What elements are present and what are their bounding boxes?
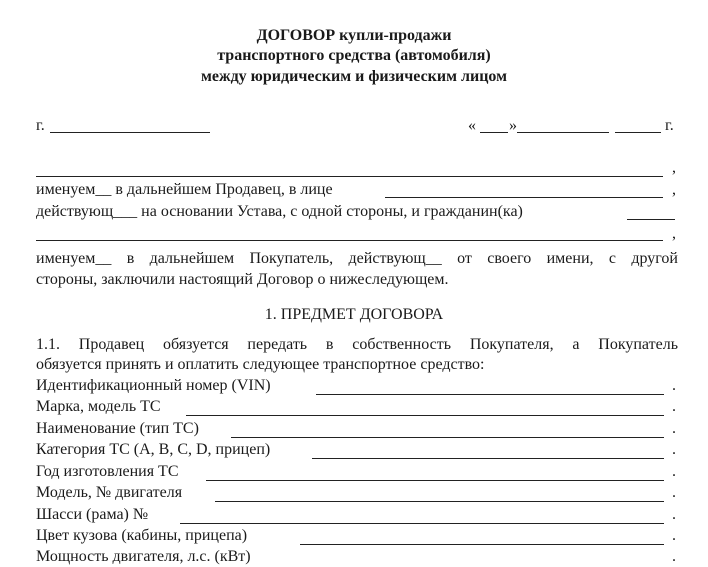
seller-line-text: именуем__ в дальнейшем Продавец, в лице xyxy=(36,181,333,198)
vehicle-type-period: . xyxy=(672,420,676,437)
engine-power-period: . xyxy=(672,548,676,565)
chassis-blank xyxy=(180,523,664,524)
category-label: Категория ТС (А, В, С, D, прицеп) xyxy=(36,441,271,458)
vehicle-type-blank xyxy=(231,437,664,438)
clause-1-1-line-1: 1.1. Продавец обязуется передать в собственность Покупателя, а Покупатель xyxy=(36,336,678,353)
make-model-period: . xyxy=(672,398,676,415)
date-open-quote: « xyxy=(468,117,476,134)
comma-2: , xyxy=(672,181,676,198)
manufacture-year-period: . xyxy=(672,463,676,480)
section-1-heading: 1. ПРЕДМЕТ ДОГОВОРА xyxy=(264,306,444,323)
document-title-line-3: между юридическим и физическим лицом xyxy=(200,68,508,85)
vehicle-type-label: Наименование (тип ТС) xyxy=(36,420,199,437)
year-suffix: г. xyxy=(665,117,674,134)
date-month-blank xyxy=(517,132,609,133)
seller-representative-blank xyxy=(385,197,663,198)
buyer-line-1: именуем__ в дальнейшем Покупатель, действующ__ от своего имени, с другой xyxy=(36,250,678,267)
clause-1-1-line-2: обязуется принять и оплатить следующее транспортное средство: xyxy=(36,356,485,373)
buyer-line-2: стороны, заключили настоящий Договор о нижеследующем. xyxy=(36,271,449,288)
chassis-label: Шасси (рама) № xyxy=(36,506,149,523)
date-day-blank xyxy=(480,132,508,133)
vin-label: Идентификационный номер (VIN) xyxy=(36,377,271,394)
city-prefix: г. xyxy=(36,117,45,134)
manufacture-year-label: Год изготовления ТС xyxy=(36,463,179,480)
document-title-line-2: транспортного средства (автомобиля) xyxy=(217,47,491,64)
make-model-label: Марка, модель ТС xyxy=(36,398,161,415)
document-title-line-1: ДОГОВОР купли-продажи xyxy=(256,27,452,44)
citizen-name-blank-start xyxy=(627,219,675,220)
body-color-label: Цвет кузова (кабины, прицепа) xyxy=(36,527,248,544)
buyer-name-blank xyxy=(36,240,663,241)
vin-blank xyxy=(316,394,664,395)
manufacture-year-blank xyxy=(206,480,664,481)
make-model-blank xyxy=(186,415,664,416)
acting-line-text: действующ___ на основании Устава, с одной стороны, и гражданин(ка) xyxy=(36,203,523,220)
comma-3: , xyxy=(672,225,676,242)
engine-model-blank xyxy=(215,501,664,502)
chassis-period: . xyxy=(672,506,676,523)
date-close-quote: » xyxy=(509,117,517,134)
body-color-period: . xyxy=(672,527,676,544)
seller-name-blank xyxy=(36,176,663,177)
engine-power-label: Мощность двигателя, л.с. (кВт) xyxy=(36,548,251,565)
vin-period: . xyxy=(672,377,676,394)
body-color-blank xyxy=(300,544,664,545)
category-blank xyxy=(312,458,664,459)
engine-model-label: Модель, № двигателя xyxy=(36,484,183,501)
city-blank xyxy=(50,132,210,133)
category-period: . xyxy=(672,441,676,458)
engine-model-period: . xyxy=(672,484,676,501)
date-year-blank xyxy=(615,132,661,133)
comma-1: , xyxy=(672,159,676,176)
